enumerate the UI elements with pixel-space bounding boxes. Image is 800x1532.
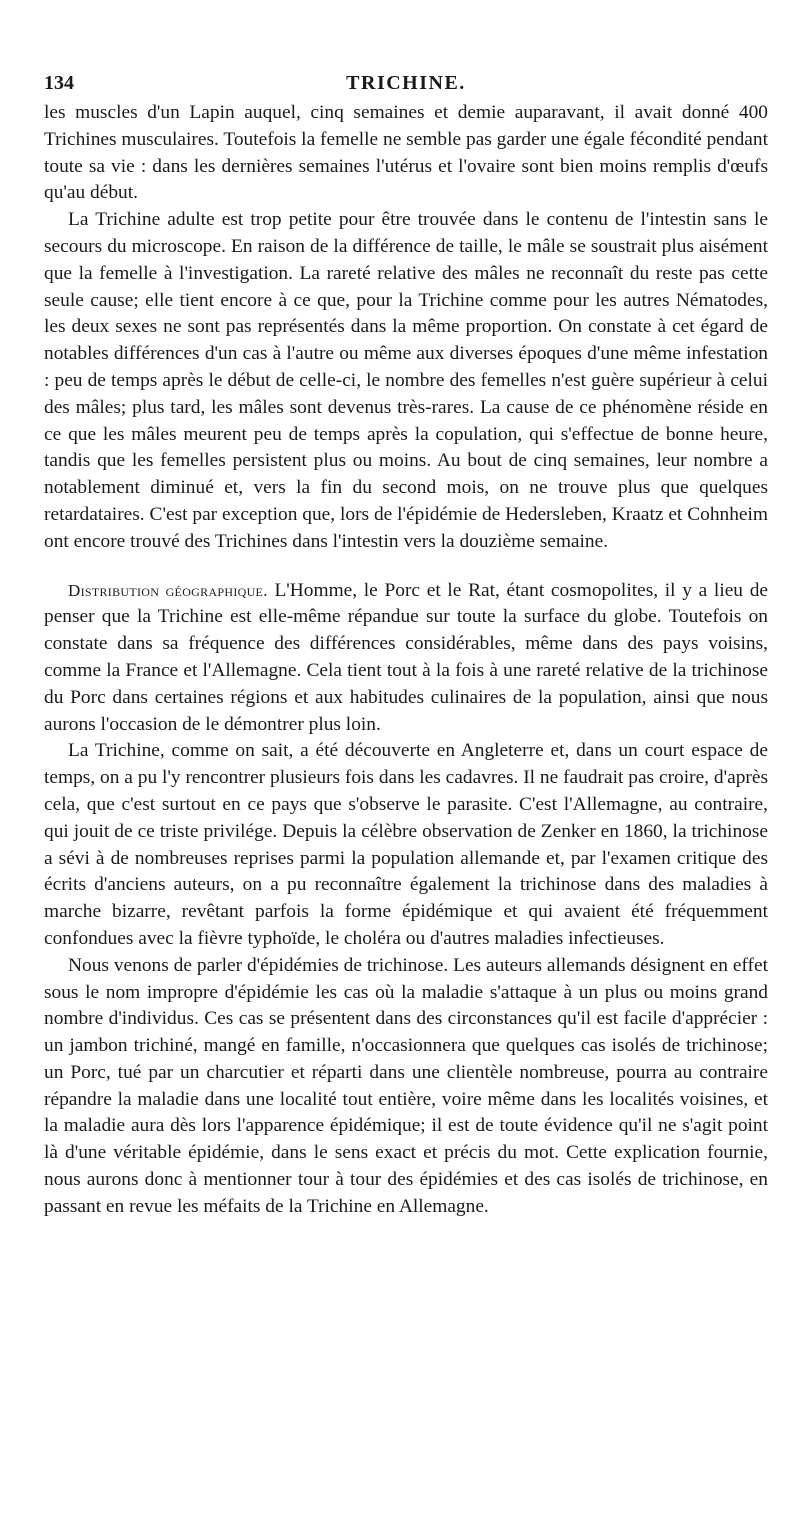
book-page [44,72,768,1221]
section-gap [44,556,768,578]
page-number: 134 [44,72,74,94]
page-header [44,72,768,100]
paragraph-discovery-england: La Trichine, comme on sait, a été découverte en Angleterre et, dans un court espace de temps, on a pu l'y rencontrer plusieurs fois dans les cadavres. Il ne faudrait pas croire, d'après cela, que c'est surtout en ce pays que s'observe le parasite. C'est l'Allemagne, au contraire, qui jouit de ce triste privilége. Depuis la célèbre observation de Zenker en 1860, la trichinose a sévi à de nombreuses reprises parmi la population allemande et, par l'examen critique des écrits d'anciens auteurs, on a pu reconnaître également la trichinose dans des maladies à marche bizarre, revêtant parfois la forme épidémique et qui avaient été fréquemment confondues avec la fièvre typhoïde, le choléra ou d'autres maladies infectieuses. [44,740,768,949]
paragraph-adult-trichina: La Trichine adulte est trop petite pour être trouvée dans le contenu de l'intestin sans le secours du microscope. En raison de la différence de taille, le mâle se soustrait plus aisément que la femelle à l'investigation. La rareté relative des mâles ne reconnaît du reste pas cette seule cause; elle tient encore à ce que, pour la Trichine comme pour les autres Nématodes, les deux sexes ne sont pas représentés dans la même proportion. On constate à cet égard de notables différences d'un cas à l'autre ou même aux diverses époques d'une même infestation : peu de temps après le début de celle-ci, le nombre des femelles n'est guère supérieur à celui des mâles; plus tard, les mâles sont devenus très-rares. La cause de ce phénomène réside en ce que les mâles meurent peu de temps après la copulation, qui s'effectue de bonne heure, tandis que les femelles persistent plus ou moins. Au bout de cinq semaines, leur nombre a notablement diminué et, vers la fin du second mois, on ne trouve plus que quelques retardataires. C'est par exception que, lors de l'épidémie de Hedersleben, Kraatz et Cohnheim ont encore trouvé des Trichines dans l'intestin vers la douzième semaine. [44,209,768,552]
paragraph-continuation: les muscles d'un Lapin auquel, cinq semaines et demie auparavant, il avait donné 400 Trichines musculaires. Toutefois la femelle ne semble pas garder une égale fécondité pendant toute sa vie : dans les dernières semaines l'utérus et l'ovaire sont bien moins remplis d'œufs qu'au début. [44,102,768,204]
section-heading: Distribution géographique. [68,580,268,600]
running-title: TRICHINE. [346,72,466,94]
paragraph-epidemics: Nous venons de parler d'épidémies de trichinose. Les auteurs allemands désignent en effet sous le nom impropre d'épidémie les cas où la maladie s'attaque à un plus ou moins grand nombre d'individus. Ces cas se présentent dans des circonstances qu'il est facile d'apprécier : un jambon trichiné, mangé en famille, n'occasionnera que quelques cas isolés de trichinose; un Porc, tué par un charcutier et réparti dans une clientèle nombreuse, pourra au contraire répandre la maladie dans une localité tout entière, voire même dans les localités voisines, et la maladie aura dès lors l'apparence épidémique; il est de toute évidence qu'il ne s'agit point là d'une véritable épidémie, dans le sens exact et précis du mot. Cette explication fournie, nous aurons donc à mentionner tour à tour des épidémies et des cas isolés de trichinose, en passant en revue les méfaits de la Trichine en Allemagne. [44,954,768,1217]
section-body-text: L'Homme, le Porc et le Rat, étant cosmopolites, il y a lieu de penser que la Trichine est elle-même répandue sur toute la surface du globe. Toutefois on constate dans sa fréquence des différences considérables, même dans des pays voisins, comme la France et l'Allemagne. Cela tient tout à la fois à une rareté relative de la trichinose du Porc dans certaines régions et aux habitudes culinaires de la population, ainsi que nous aurons l'occasion de le démontrer plus loin. [44,579,768,735]
paragraph-geographic-distribution [44,578,768,739]
